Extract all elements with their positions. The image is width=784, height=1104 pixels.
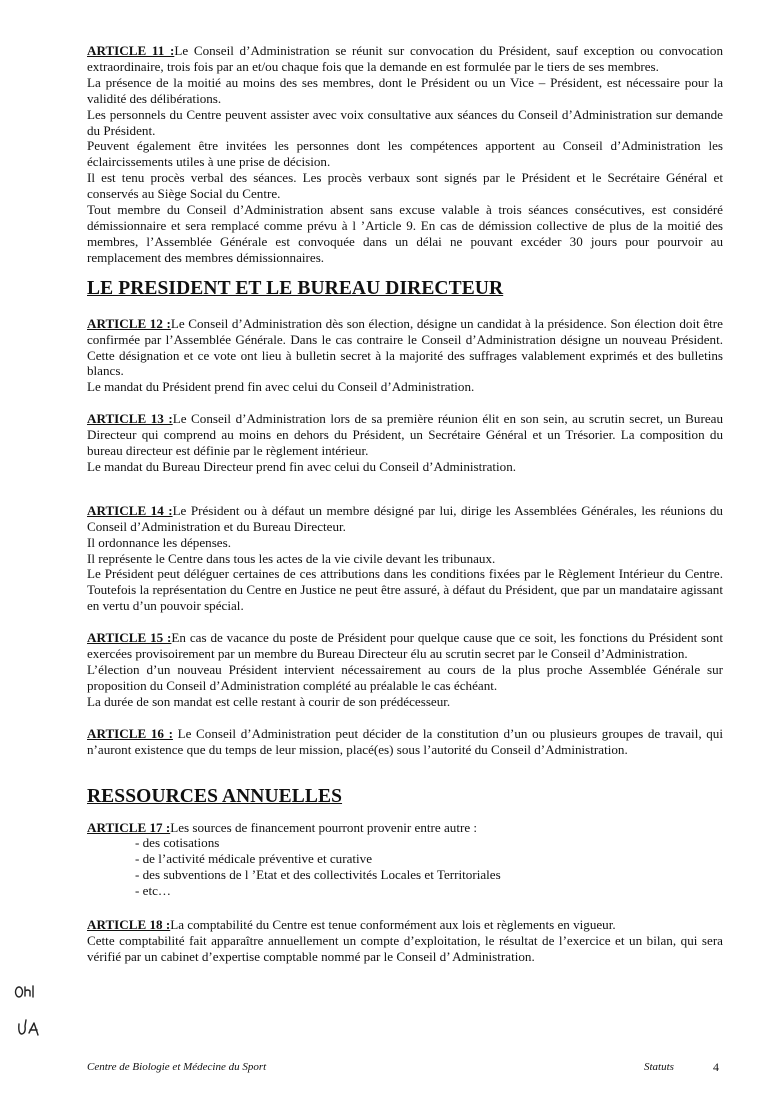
section-heading-president: LE PRESIDENT ET LE BUREAU DIRECTEUR [87, 277, 504, 299]
article-11 [87, 43, 723, 266]
article-15-text: En cas de vacance du poste de Président pour quelque cause que ce soit, les fonctions du Président sont exercées provisoirement par un membre du Bureau Directeur élu au scrutin secret par le Conseil d’Administration. [87, 630, 723, 662]
article-13-label: ARTICLE 13 : [87, 411, 173, 427]
article-12-label: ARTICLE 12 : [87, 315, 171, 331]
article-18-label: ARTICLE 18 : [87, 917, 171, 933]
article-11-paragraph: Peuvent également être invitées les personnes dont les compétences apportent au Conseil d’Administration les éclaircissements utiles à une prise de décision. [87, 138, 723, 170]
article-11-paragraph: La présence de la moitié au moins des ses membres, dont le Président ou un Vice – Président, est nécessaire pour la validité des délibérations. [87, 74, 723, 106]
article-14-paragraph: Il représente le Centre dans tous les actes de la vie civile devant les tribunaux. [87, 550, 496, 566]
article-15 [87, 630, 723, 710]
page-content [87, 43, 723, 965]
article-15-paragraph: La durée de son mandat est celle restant à courir de son prédécesseur. [87, 693, 451, 709]
article-11-label: ARTICLE 11 : [87, 43, 175, 58]
article-14-paragraph [87, 503, 723, 535]
article-11-paragraph: Tout membre du Conseil d’Administration absent sans excuse valable à trois séances consécutives, est considéré démissionnaire et sera remplacé comme prévu à l ’Article 9. En cas de démission collective de plus de la moitié des membres, l’Assemblée Générale est convoquée dans un délai ne pouvant excéder 30 jours pour pourvoir au remplacement des membres démissionnaires. [87, 202, 723, 265]
article-14-label: ARTICLE 14 : [87, 502, 173, 518]
handwritten-initials [12, 980, 52, 1050]
article-16 [87, 726, 723, 758]
article-18 [87, 917, 723, 965]
article-17-paragraph [87, 820, 723, 836]
article-18-paragraph [87, 917, 723, 933]
list-item: - des subventions de l ’Etat et des collectivités Locales et Territoriales [135, 867, 501, 883]
footer-organization: Centre de Biologie et Médecine du Sport [87, 1061, 267, 1073]
article-12-text: Le Conseil d’Administration dès son élection, désigne un candidat à la présidence. Son élection doit être confirmée par l’Assemblée Générale. Dans le cas contraire le Conseil d’Administration désigne un nouveau Président. Cette désignation et ce vote ont lieu à bulletin secret à la majorité des suffrages valablement exprimés et des bulletins blancs. [87, 315, 723, 379]
footer-document-title: Statuts [644, 1061, 674, 1073]
article-17 [87, 820, 723, 900]
article-14-paragraph: Il ordonnance les dépenses. [87, 534, 231, 550]
article-15-label: ARTICLE 15 : [87, 630, 172, 646]
article-16-paragraph [87, 726, 723, 758]
page-number: 4 [713, 1060, 719, 1074]
article-11-text: Le Conseil d’Administration se réunit sur convocation du Président, sauf exception ou convocation extraordinaire, trois fois par an et/ou chaque fois que la demande en est formulée par le tiers de ses membres. [87, 43, 723, 74]
article-12 [87, 316, 723, 396]
article-14 [87, 503, 723, 614]
article-15-paragraph: L’élection d’un nouveau Président intervient nécessairement au cours de la plus proche Assemblée Générale sur proposition du Conseil d’Administration complété au préalable le cas échéant. [87, 662, 723, 693]
list-item: - etc… [135, 883, 171, 899]
list-item: - de l’activité médicale préventive et curative [135, 851, 373, 867]
article-15-paragraph [87, 630, 723, 662]
article-11-paragraph: Il est tenu procès verbal des séances. Les procès verbaux sont signés par le Président et le Secrétaire Général et conservés au Siège Social du Centre. [87, 170, 723, 202]
article-12-paragraph: Le mandat du Président prend fin avec celui du Conseil d’Administration. [87, 379, 475, 395]
article-16-label: ARTICLE 16 : [87, 725, 173, 741]
article-13-paragraph: Le mandat du Bureau Directeur prend fin avec celui du Conseil d’Administration. [87, 458, 517, 474]
article-11-paragraph: Les personnels du Centre peuvent assister avec voix consultative aux séances du Conseil d’Administration sur demande du Président. [87, 106, 723, 138]
article-13-paragraph [87, 411, 723, 459]
article-17-label: ARTICLE 17 : [87, 819, 171, 835]
article-14-text: Le Président ou à défaut un membre désigné par lui, dirige les Assemblées Générales, les réunions du Conseil d’Administration et du Bureau Directeur. [87, 502, 723, 534]
article-18-paragraph: Cette comptabilité fait apparaître annuellement un compte d’exploitation, le résultat de l’exercice et un bilan, qui sera vérifié par un cabinet d’expertise comptable nommé par le Conseil d’ Administration. [87, 932, 723, 964]
article-18-text: La comptabilité du Centre est tenue conformément aux lois et règlements en vigueur. [170, 917, 616, 933]
section-heading-ressources: RESSOURCES ANNUELLES [87, 785, 343, 807]
resources-list [87, 835, 723, 899]
article-13 [87, 411, 723, 475]
article-11-paragraph [87, 43, 723, 75]
article-16-text: Le Conseil d’Administration peut décider de la constitution d’un ou plusieurs groupes de travail, qui n’auront existence que du temps de leur mission, placé(es) sous l’autorité du Conseil d’Administration. [87, 725, 723, 757]
article-17-text: Les sources de financement pourront provenir entre autre : [170, 819, 478, 835]
article-12-paragraph [87, 316, 723, 380]
article-13-text: Le Conseil d’Administration lors de sa première réunion élit en son sein, au scrutin secret, un Bureau Directeur qui comprend au moins en dehors du Président, un Secrétaire Général et un Trésorier. La composition du bureau directeur est définie par le règlement intérieur. [87, 411, 723, 459]
page-footer [87, 1061, 723, 1077]
list-item: - des cotisations [135, 835, 220, 851]
article-14-paragraph: Le Président peut déléguer certaines de ces attributions dans les conditions fixées par le Règlement Intérieur du Centre. Toutefois la représentation du Centre en Justice ne peut être assuré, à défaut du Président, que par un mandataire agissant en vertu d’un pouvoir spécial. [87, 566, 723, 614]
